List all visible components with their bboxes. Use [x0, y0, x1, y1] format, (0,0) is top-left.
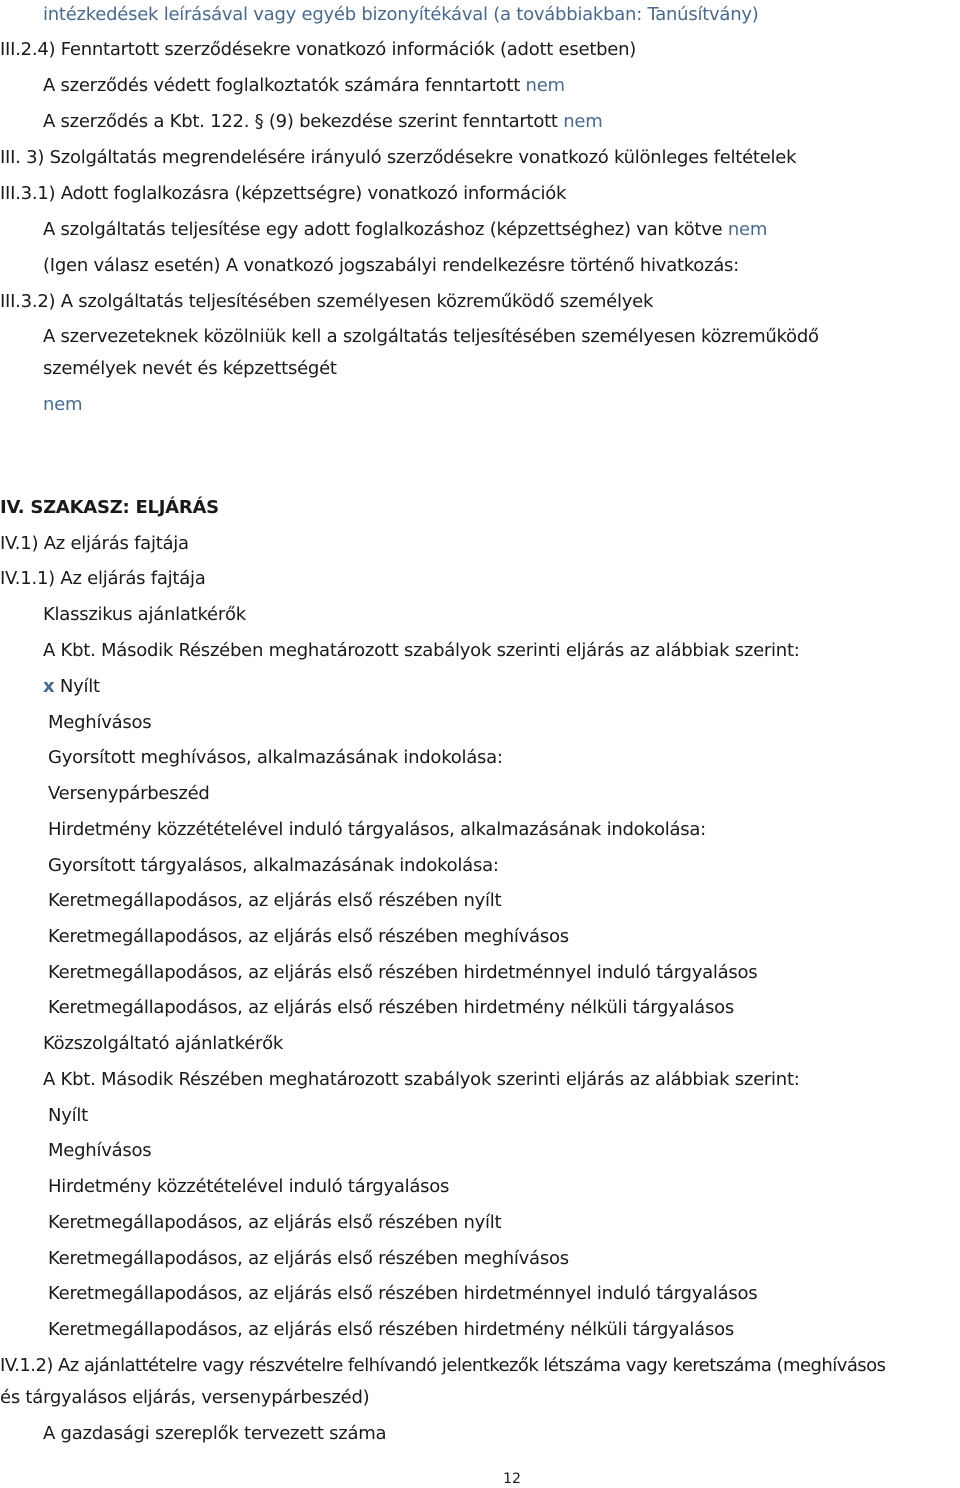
option-label: Nyílt [59, 676, 100, 697]
procedure-option: Keretmegállapodásos, az eljárás első részében nyílt [48, 1212, 502, 1233]
procedure-option: Gyorsított tárgyalásos, alkalmazásának indokolása: [48, 855, 499, 876]
procedure-option: Keretmegállapodásos, az eljárás első részében meghívásos [48, 1248, 569, 1269]
procedure-option: Gyorsított meghívásos, alkalmazásának indokolása: [48, 747, 503, 768]
classic-intro: A Kbt. Második Részében meghatározott szabályok szerinti eljárás az alábbiak szerint: [43, 640, 800, 661]
occupation-line [43, 219, 767, 241]
legal-reference-line: (Igen válasz esetén) A vonatkozó jogszabályi rendelkezésre történő hivatkozás: [43, 255, 739, 276]
page-number: 12 [503, 1471, 521, 1487]
field-label: A szerződés védett foglalkoztatók számára fenntartott [43, 75, 521, 96]
section-heading-3-2-4: III.2.4) Fenntartott szerződésekre vonatkozó információk (adott esetben) [0, 39, 637, 60]
personnel-value: nem [43, 394, 83, 415]
section-heading-3-3-2: III.3.2) A szolgáltatás teljesítésében személyesen közreműködő személyek [0, 291, 654, 312]
reserved-protected-line [43, 75, 565, 97]
reserved-kbt-line [43, 111, 603, 133]
field-label: A szolgáltatás teljesítése egy adott foglalkozáshoz (képzettséghez) van kötve [43, 219, 723, 240]
personnel-text-line-1: A szervezeteknek közölniük kell a szolgáltatás teljesítésében személyesen közreműködő [43, 326, 819, 347]
field-value: nem [563, 111, 603, 132]
field-value: nem [525, 75, 565, 96]
procedure-option: Keretmegállapodásos, az eljárás első részében hirdetmény nélküli tárgyalásos [48, 997, 734, 1018]
procedure-option: Nyílt [48, 1105, 88, 1126]
personnel-text-line-2: személyek nevét és képzettségét [43, 358, 337, 379]
procedure-option: Hirdetmény közzétételével induló tárgyalásos [48, 1176, 450, 1197]
planned-operators-text: A gazdasági szereplők tervezett száma [43, 1423, 387, 1444]
intro-text: intézkedések leírásával vagy egyéb bizonyítékával (a továbbiakban: Tanúsítvány) [43, 4, 759, 25]
section-heading-4-1: IV.1) Az eljárás fajtája [0, 533, 189, 554]
procedure-option: Keretmegállapodásos, az eljárás első részében hirdetménnyel induló tárgyalásos [48, 962, 758, 983]
section-heading-3-3-1: III.3.1) Adott foglalkozásra (képzettségre) vonatkozó információk [0, 183, 567, 204]
section-title-4: IV. SZAKASZ: ELJÁRÁS [0, 497, 219, 518]
section-heading-4-1-2-line-1: IV.1.2) Az ajánlattételre vagy részvételre felhívandó jelentkezők létszáma vagy keretszáma (meghívásos [0, 1355, 886, 1376]
field-label: A szerződés a Kbt. 122. § (9) bekezdése szerint fenntartott [43, 111, 558, 132]
section-heading-4-1-2-line-2: és tárgyalásos eljárás, versenypárbeszéd) [0, 1387, 370, 1408]
selected-mark: x [43, 676, 55, 697]
procedure-option: Keretmegállapodásos, az eljárás első részében hirdetmény nélküli tárgyalásos [48, 1319, 734, 1340]
classic-heading: Klasszikus ajánlatkérők [43, 604, 246, 625]
procedure-option: Hirdetmény közzétételével induló tárgyalásos, alkalmazásának indokolása: [48, 819, 706, 840]
procedure-option: Versenypárbeszéd [48, 783, 210, 804]
procedure-option: Keretmegállapodásos, az eljárás első részében nyílt [48, 890, 502, 911]
procedure-option: Keretmegállapodásos, az eljárás első részében hirdetménnyel induló tárgyalásos [48, 1283, 758, 1304]
procedure-option: Keretmegállapodásos, az eljárás első részében meghívásos [48, 926, 569, 947]
section-heading-4-1-1: IV.1.1) Az eljárás fajtája [0, 568, 206, 589]
section-heading-3-3: III. 3) Szolgáltatás megrendelésére irányuló szerződésekre vonatkozó különleges feltételek [0, 147, 797, 168]
utility-intro: A Kbt. Második Részében meghatározott szabályok szerinti eljárás az alábbiak szerint: [43, 1069, 800, 1090]
procedure-option: Meghívásos [48, 712, 152, 733]
procedure-option: Meghívásos [48, 1140, 152, 1161]
procedure-option [43, 676, 100, 698]
field-value: nem [727, 219, 768, 240]
utility-heading: Közszolgáltató ajánlatkérők [43, 1033, 284, 1054]
